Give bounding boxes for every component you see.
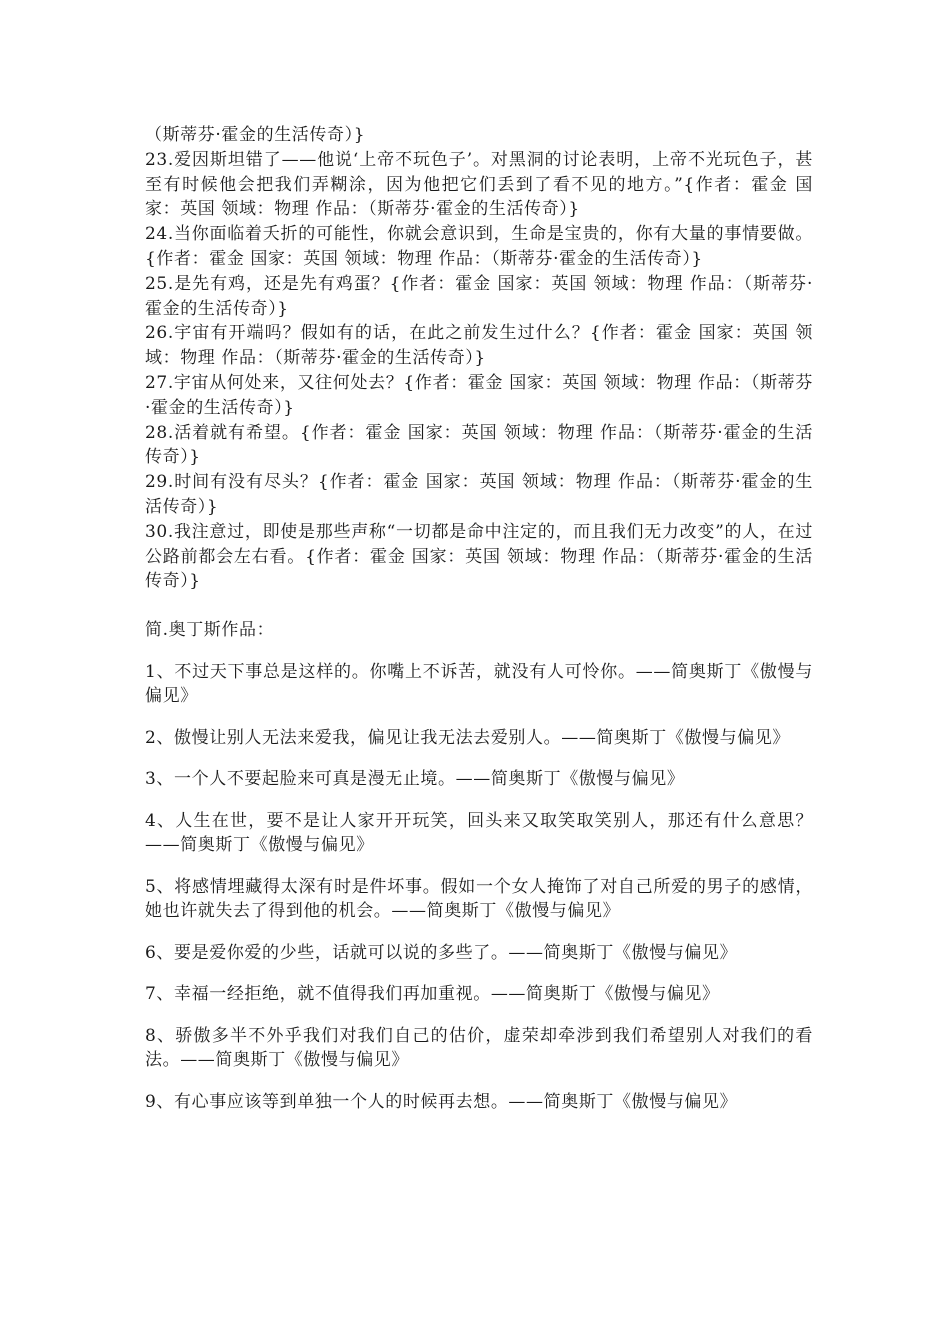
document-page (145, 123, 813, 1131)
quote-item: 6、要是爱你爱的少些，话就可以说的多些了。——简奥斯丁《傲慢与偏见》 (145, 942, 738, 963)
quote-item: 1、不过天下事总是这样的。你嘴上不诉苦，就没有人可怜你。——简奥斯丁《傲慢与偏见》 (145, 661, 813, 707)
quote-item: 7、幸福一经拒绝，就不值得我们再加重视。——简奥斯丁《傲慢与偏见》 (145, 984, 720, 1005)
quote-item: 3、一个人不要起脸来可真是漫无止境。——简奥斯丁《傲慢与偏见》 (145, 769, 685, 790)
quote-item: 25.是先有鸡，还是先有鸡蛋？{作者：霍金 国家：英国 领域：物理 作品：（斯蒂芬·霍金的生活传奇）} (145, 273, 813, 319)
quote-continuation: （斯蒂芬·霍金的生活传奇）} (145, 125, 366, 145)
quote-item: 30.我注意过，即使是那些声称“一切都是命中注定的，而且我们无力改变”的人，在过公路前都会左右看。{作者：霍金 国家：英国 领域：物理 作品：（斯蒂芬·霍金的生活传奇）} (145, 521, 813, 592)
quote-item: 5、将感情埋藏得太深有时是件坏事。假如一个女人掩饰了对自己所爱的男子的感情，她也许就失去了得到他的机会。——简奥斯丁《傲慢与偏见》 (145, 876, 813, 922)
quote-item: 24.当你面临着夭折的可能性，你就会意识到，生命是宝贵的，你有大量的事情要做。{作者：霍金 国家：英国 领域：物理 作品：（斯蒂芬·霍金的生活传奇）} (145, 224, 813, 269)
quote-item: 27.宇宙从何处来，又往何处去？{作者：霍金 国家：英国 领域：物理 作品：（斯蒂芬·霍金的生活传奇）} (145, 372, 813, 418)
quote-item: 9、有心事应该等到单独一个人的时候再去想。——简奥斯丁《傲慢与偏见》 (145, 1091, 738, 1112)
hawking-quotes-section (145, 123, 813, 594)
quote-item: 2、傲慢让别人无法来爱我，偏见让我无法去爱别人。——简奥斯丁《傲慢与偏见》 (145, 727, 791, 748)
quote-item: 29.时间有没有尽头？{作者：霍金 国家：英国 领域：物理 作品：（斯蒂芬·霍金的生活传奇）} (145, 472, 813, 517)
section-spacer (145, 594, 813, 618)
section-heading: 简.奥丁斯作品： (145, 620, 275, 641)
quote-item: 8、骄傲多半不外乎我们对我们自己的估价，虚荣却牵涉到我们希望别人对我们的看法。——简奥斯丁《傲慢与偏见》 (145, 1025, 813, 1071)
quote-item: 26.宇宙有开端吗？假如有的话，在此之前发生过什么？{作者：霍金 国家：英国 领域：物理 作品：（斯蒂芬·霍金的生活传奇）} (145, 323, 813, 369)
quote-item: 28.活着就有希望。{作者：霍金 国家：英国 领域：物理 作品：（斯蒂芬·霍金的生活传奇）} (145, 422, 813, 468)
quote-item: 4、人生在世，要不是让人家开开玩笑，回头来又取笑取笑别人，那还有什么意思？——简奥斯丁《傲慢与偏见》 (145, 810, 813, 856)
quote-item: 23.爱因斯坦错了——他说‘上帝不玩色子’。对黑洞的讨论表明，上帝不光玩色子，甚至有时候他会把我们弄糊涂，因为他把它们丢到了看不见的地方。”{作者：霍金 国家：英国 领域：物理 作品：（斯蒂芬·霍金的生活传奇）} (145, 149, 813, 220)
austen-quotes-section (145, 618, 813, 1115)
